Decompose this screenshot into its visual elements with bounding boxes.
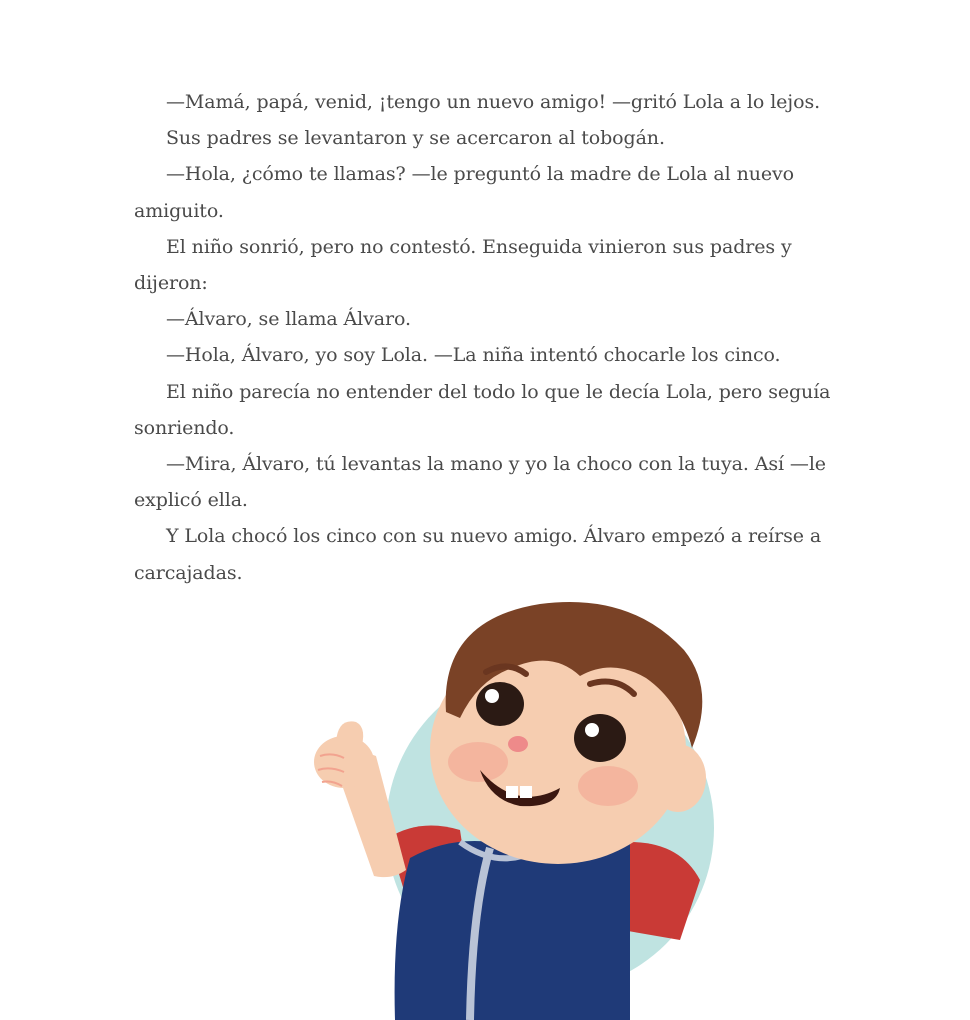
eye-left-shine (485, 689, 499, 703)
paragraph: Sus padres se levantaron y se acercaron al tobogán. (166, 127, 665, 150)
boy-thumbs-up-illustration (160, 580, 820, 1020)
cheek-left (448, 742, 508, 782)
eye-left (476, 682, 524, 726)
paragraph: —Mamá, papá, venid, ¡tengo un nuevo amigo! —gritó Lola a lo lejos. (166, 91, 821, 113)
story-text (134, 84, 834, 591)
paragraph: —Hola, ¿cómo te llamas? —le preguntó la madre de Lola al nuevo amiguito. (134, 163, 794, 222)
paragraph: El niño parecía no entender del todo lo que le decía Lola, pero seguía sonriendo. (134, 380, 831, 439)
paragraph: —Álvaro, se llama Álvaro. (166, 308, 411, 331)
eye-right-shine (585, 723, 599, 737)
tooth (506, 786, 518, 798)
paragraph: —Hola, Álvaro, yo soy Lola. —La niña intentó chocarle los cinco. (166, 344, 781, 367)
paragraph: Y Lola chocó los cinco con su nuevo amigo. Álvaro empezó a reírse a carcajadas. (134, 525, 822, 584)
paragraph: El niño sonrió, pero no contestó. Enseguida vinieron sus padres y dijeron: (134, 235, 792, 295)
paragraph: —Mira, Álvaro, tú levantas la mano y yo la choco con la tuya. Así —le explicó ella. (134, 453, 826, 512)
nose (508, 736, 528, 752)
cheek-right (578, 766, 638, 806)
boy-illustration (160, 580, 820, 1020)
vest (395, 841, 630, 1020)
tooth (520, 786, 532, 798)
eye-right (574, 714, 626, 762)
